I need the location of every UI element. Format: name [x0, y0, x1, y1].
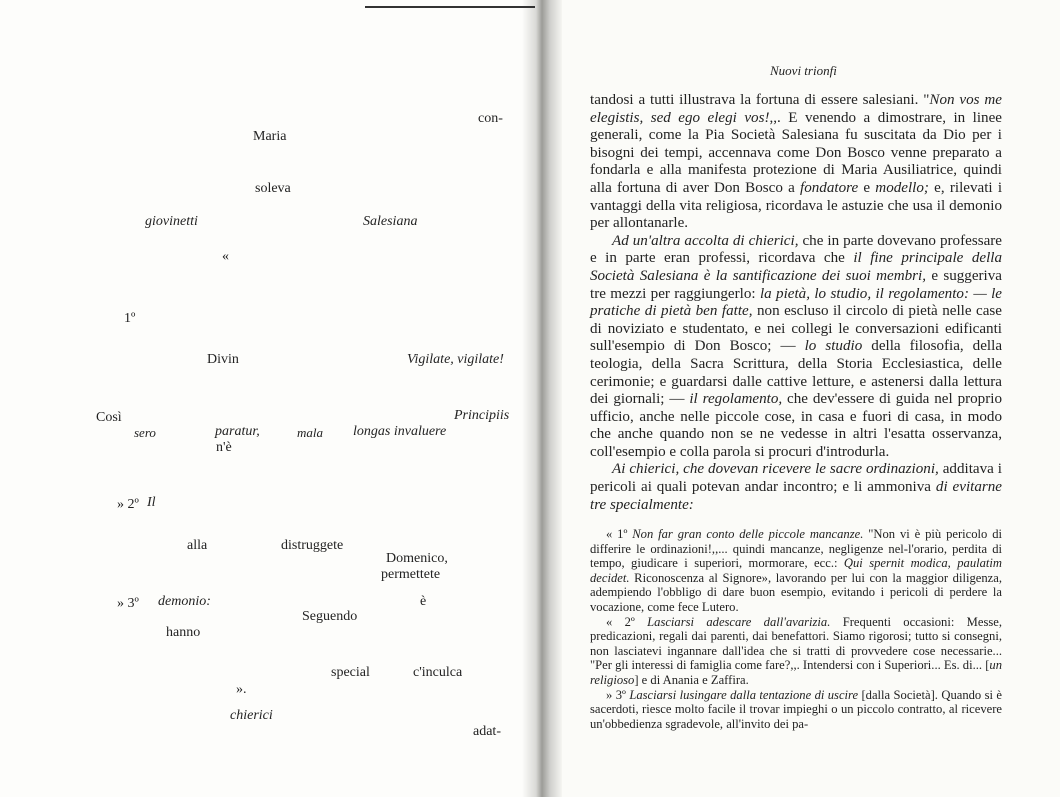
- text-run: Lasciarsi adescare dall'avarizia.: [647, 614, 831, 629]
- left-fragment: » 2º: [117, 497, 139, 512]
- left-fragment: adat-: [473, 724, 501, 739]
- book-gutter: [522, 0, 562, 797]
- paragraph: [590, 233, 1002, 462]
- text-run: modello;: [875, 179, 929, 196]
- text-run: additava i pericoli ai quali potevan andar incontro; e li ammoniva: [590, 461, 1002, 496]
- running-head: Nuovi trionfi: [770, 63, 837, 78]
- left-fragment: chierici: [230, 708, 273, 723]
- left-fragment: Il: [147, 495, 156, 510]
- text-run: Lasciarsi lusingare dalla tentazione di uscire: [629, 687, 859, 702]
- left-fragment: Principiis: [454, 408, 510, 423]
- left-fragment: Vigilate, vigilate!: [407, 352, 504, 367]
- text-run: fondatore: [800, 179, 859, 196]
- text-run: Non vos me elegistis, sed ego elegi vos!: [590, 92, 1002, 126]
- text-run: Frequenti occasioni: Messe, predicazioni, regali dai parenti, dai benefattori. Siamo rigorosi; tutto si consegni, non lasciatevi ingannare dall'idea che si tratti di provvedere cose necessarie... "Per gli interessi di famiglia come fare?,,. Intendersi con i Superiori... Es. di... [: [590, 614, 1002, 673]
- left-fragment: permettete: [381, 567, 441, 582]
- left-fragment: c'inculca: [413, 665, 463, 680]
- quoted-passage: [590, 527, 1002, 731]
- left-fragment: paratur,: [215, 424, 260, 439]
- left-fragment: Domenico,: [386, 551, 448, 566]
- body-text: [590, 92, 1002, 514]
- text-run: che in parte dovevano professare e in parte eran professi, ricordava che: [590, 232, 1002, 267]
- left-fragment: soleva: [255, 181, 291, 196]
- text-run: ] e di Anania e Zaffira.: [634, 672, 749, 687]
- left-fragment: Così: [96, 410, 122, 425]
- left-fragment: distruggete: [281, 538, 344, 553]
- left-fragment: longas invaluere: [353, 424, 447, 439]
- left-fragment: sero: [134, 425, 156, 440]
- text-run: e: [858, 179, 876, 196]
- left-fragment: n'è: [216, 440, 232, 455]
- text-run: e, rilevati i vantaggi della vita religiosa, ricordava le astuzie che usa il demonio per allontanarle.: [590, 179, 1003, 232]
- left-fragment: giovinetti: [145, 214, 198, 229]
- text-run: Qui spernit modica, paulatim decidet.: [590, 556, 1003, 585]
- text-run: » 3º: [606, 687, 630, 702]
- text-run: di evitarne tre specialmente:: [590, 479, 1003, 513]
- left-fragment: è: [420, 594, 427, 609]
- text-run: Ad un'altra accolta di chierici,: [612, 232, 799, 249]
- text-run: non escluso il circolo di pietà nelle case di noviziato e studentato, e nei collegi le conversazioni edificanti sull'esempio di Don Bosco; —: [590, 303, 1002, 355]
- paragraph: [590, 92, 1002, 233]
- left-fragment: Divin: [207, 352, 239, 367]
- text-run: tandosi a tutti illustrava la fortuna di essere salesiani. ": [590, 92, 930, 108]
- left-fragment: ».: [236, 682, 247, 697]
- left-fragment: demonio:: [158, 594, 211, 609]
- left-fragment: » 3º: [117, 596, 139, 611]
- text-run: [dalla Società]. Quando si è sacerdoti, riesce molto facile il trovar impieghi o un piccolo contratto, al ricevere un'obbedienza sgradevole, all'invito dei pa-: [590, 687, 1003, 731]
- left-fragment: mala: [297, 425, 323, 440]
- paragraph: [590, 461, 1002, 514]
- text-run: un religioso: [590, 658, 1002, 687]
- text-run: della filosofia, della teologia, della Sacra Scrittura, della Storia Ecclesiastica, delle cerimonie; e guardarsi dalle cattive letture, e astenersi dalla lettura dei giornali; —: [590, 338, 1003, 408]
- quote-paragraph: [590, 615, 1002, 688]
- left-fragment: hanno: [166, 625, 201, 640]
- quote-paragraph: [590, 688, 1002, 732]
- left-fragment: Salesiana: [363, 214, 418, 229]
- left-fragment: alla: [187, 538, 208, 553]
- top-rule-line: [365, 6, 535, 8]
- text-run: che dev'essere di guida nel proprio ufficio, anche nelle piccole cose, in casa e fuori di casa, in modo che anche quando non se ne vedesse in altri l'esatta osservanza, coll'esempio e colla parola si procuri d'introdurla.: [590, 391, 1002, 460]
- text-run: la pietà, lo studio, il regolamento: — le pratiche di pietà ben fatte,: [590, 285, 1002, 320]
- text-run: lo studio: [804, 338, 863, 355]
- text-run: Riconoscenza al Signore», lavorando per lui con la maggior diligenza, adempiendo l'obbligo di dare buon esempio, evitando i pericoli di perdere la vocazione, come fece Lutero.: [590, 570, 1002, 614]
- text-run: e suggeriva tre mezzi per raggiungerlo:: [590, 267, 1002, 302]
- text-run: Non far gran conto delle piccole mancanze.: [632, 527, 864, 541]
- text-run: "Non vi è più pericolo di differire le ordinazioni!,,... quindi mancanze, negligenze nel-l'orario, perdita di tempo, giudicare i superiori, mormorare, ecc.:: [590, 527, 1003, 571]
- left-fragment: «: [222, 249, 229, 264]
- left-fragment: Maria: [253, 129, 287, 144]
- left-fragment: 1º: [124, 311, 136, 326]
- text-run: « 1º: [606, 527, 633, 541]
- quote-paragraph: [590, 527, 1002, 615]
- left-fragment: Seguendo: [302, 609, 358, 624]
- text-run: ,,. E venendo a dimostrare, in linee generali, come la Pia Società Salesiana fu suscitata da Dio per i bisogni dei tempi, accennava come Don Bosco venne preparato a fondarla e alla manifesta protezione di Maria Ausiliatrice, quindi alla fortuna di aver Don Bosco a: [590, 109, 1003, 196]
- text-run: il regolamento,: [689, 391, 783, 408]
- text-run: Ai chierici, che dovevan ricevere le sacre ordinazioni,: [612, 461, 939, 478]
- text-run: il fine principale della Società Salesiana è la santificazione dei suoi membri,: [590, 250, 1003, 284]
- left-fragment: special: [331, 665, 370, 680]
- left-fragment: con-: [478, 111, 503, 126]
- text-run: « 2º: [606, 614, 648, 629]
